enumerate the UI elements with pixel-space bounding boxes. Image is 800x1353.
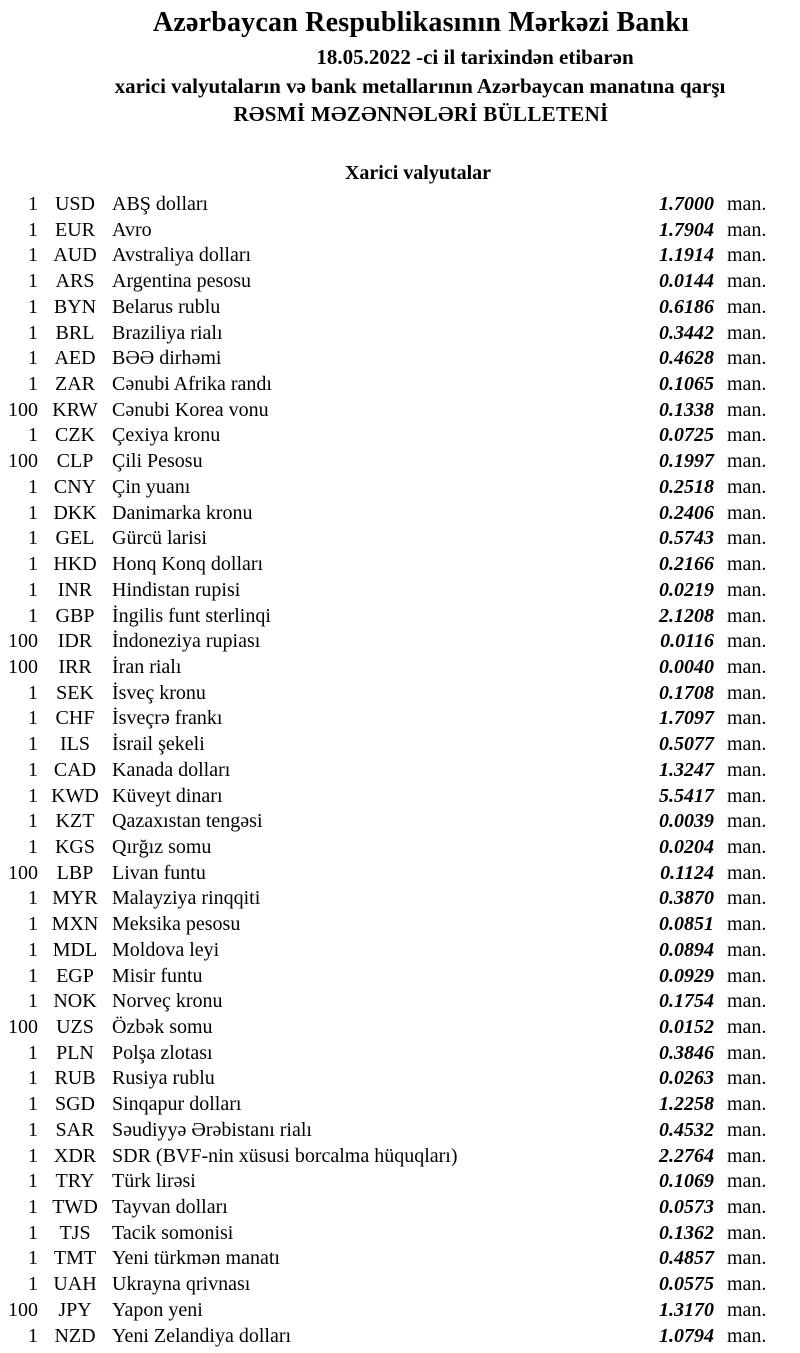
table-row	[0, 989, 770, 1015]
quantity-cell: 1	[28, 1041, 38, 1064]
unit-label-cell: man.	[727, 887, 767, 910]
rate-value-cell: 1.1914	[659, 244, 714, 267]
rate-value-cell: 0.4628	[659, 347, 714, 370]
quantity-cell: 100	[8, 655, 38, 678]
currency-code-cell: SEK	[56, 681, 94, 704]
unit-label-cell: man.	[727, 347, 767, 370]
unit-label-cell: man.	[727, 193, 767, 215]
quantity-cell: 1	[28, 553, 38, 576]
unit-label-cell: man.	[727, 681, 767, 704]
currency-code-cell: RUB	[54, 1067, 96, 1090]
currency-name-cell: İsveçrə frankı	[112, 707, 223, 730]
table-row	[0, 295, 770, 321]
rate-value-cell: 0.3442	[659, 321, 714, 344]
table-row	[0, 809, 770, 835]
quantity-cell: 100	[8, 398, 38, 421]
table-row	[0, 449, 770, 475]
currency-name-cell: Yeni türkmən manatı	[112, 1247, 280, 1270]
currency-name-cell: Gürcü larisi	[112, 527, 207, 550]
unit-label-cell: man.	[727, 450, 767, 473]
rate-value-cell: 0.1754	[659, 990, 714, 1013]
quantity-cell: 100	[8, 450, 38, 473]
table-row	[0, 1169, 770, 1195]
rate-value-cell: 0.0894	[659, 938, 714, 961]
quantity-cell: 1	[28, 501, 38, 524]
currency-name-cell: Ukrayna qrivnası	[112, 1273, 251, 1296]
unit-label-cell: man.	[727, 1196, 767, 1219]
quantity-cell: 1	[28, 1144, 38, 1167]
unit-label-cell: man.	[727, 553, 767, 576]
quantity-cell: 1	[28, 835, 38, 858]
rate-value-cell: 0.0144	[659, 270, 714, 293]
table-row	[0, 218, 770, 244]
currency-code-cell: KWD	[51, 784, 99, 807]
quantity-cell: 1	[28, 218, 38, 241]
rate-value-cell: 0.6186	[659, 295, 714, 318]
unit-label-cell: man.	[727, 424, 767, 447]
table-row	[0, 192, 770, 218]
table-row	[0, 578, 770, 604]
unit-label-cell: man.	[727, 913, 767, 936]
table-row	[0, 964, 770, 990]
currency-code-cell: PLN	[56, 1041, 94, 1064]
table-row	[0, 655, 770, 681]
rate-value-cell: 0.0116	[660, 630, 714, 653]
rate-value-cell: 0.3870	[659, 887, 714, 910]
table-row	[0, 372, 770, 398]
quantity-cell: 1	[28, 733, 38, 756]
currency-name-cell: Qazaxıstan tengəsi	[112, 810, 263, 833]
rate-value-cell: 0.2166	[659, 553, 714, 576]
currency-name-cell: Polşa zlotası	[112, 1041, 213, 1064]
currency-name-cell: Livan funtu	[112, 861, 206, 884]
rate-value-cell: 0.0152	[659, 1016, 714, 1038]
unit-label-cell: man.	[727, 707, 767, 730]
currency-code-cell: CHF	[55, 707, 95, 730]
rate-value-cell: 0.1069	[659, 1170, 714, 1193]
currency-name-cell: Belarus rublu	[112, 295, 221, 318]
currency-name-cell: Qırğız somu	[112, 835, 212, 858]
currency-code-cell: XDR	[53, 1144, 97, 1167]
currency-name-cell: Yapon yeni	[112, 1298, 203, 1321]
currency-code-cell: UAH	[53, 1273, 97, 1296]
quantity-cell: 1	[28, 810, 38, 833]
bulletin-subtitle: xarici valyutaların və bank metallarının Azərbaycan manatına qarşı	[114, 74, 726, 98]
rate-value-cell: 0.0575	[659, 1273, 714, 1296]
table-row	[0, 1041, 770, 1067]
unit-label-cell: man.	[727, 527, 767, 550]
unit-label-cell: man.	[727, 1247, 767, 1270]
table-row	[0, 1092, 770, 1118]
currency-code-cell: EGP	[56, 964, 94, 987]
rate-value-cell: 1.7904	[659, 218, 714, 241]
rate-value-cell: 0.1362	[659, 1221, 714, 1244]
currency-name-cell: Norveç kronu	[112, 990, 223, 1013]
unit-label-cell: man.	[727, 321, 767, 344]
quantity-cell: 100	[8, 861, 38, 884]
unit-label-cell: man.	[727, 218, 767, 241]
currency-name-cell: Honq Konq dolları	[112, 553, 264, 576]
quantity-cell: 1	[28, 758, 38, 781]
currency-code-cell: BYN	[53, 295, 97, 318]
rate-value-cell: 2.2764	[659, 1144, 714, 1167]
currency-code-cell: TRY	[55, 1170, 95, 1193]
rate-value-cell: 0.2518	[659, 475, 714, 498]
unit-label-cell: man.	[727, 1170, 767, 1193]
quantity-cell: 1	[28, 784, 38, 807]
table-row	[0, 886, 770, 912]
rate-value-cell: 0.1065	[659, 373, 714, 396]
quantity-cell: 100	[8, 630, 38, 653]
quantity-cell: 100	[8, 1016, 38, 1038]
currency-code-cell: NOK	[53, 990, 97, 1013]
table-row	[0, 629, 770, 655]
table-row	[0, 1118, 770, 1144]
table-row	[0, 346, 770, 372]
unit-label-cell: man.	[727, 938, 767, 961]
unit-label-cell: man.	[727, 1118, 767, 1141]
currency-name-cell: İran rialı	[112, 655, 182, 678]
currency-code-cell: CZK	[55, 424, 95, 447]
quantity-cell: 1	[28, 681, 38, 704]
unit-label-cell: man.	[727, 270, 767, 293]
unit-label-cell: man.	[727, 398, 767, 421]
currency-name-cell: Tacik somonisi	[112, 1221, 234, 1244]
rate-value-cell: 5.5417	[659, 784, 714, 807]
currency-code-cell: ILS	[60, 733, 90, 756]
table-row	[0, 1144, 770, 1170]
currency-name-cell: Cənubi Afrika randı	[112, 373, 272, 396]
currency-code-cell: CNY	[53, 475, 97, 498]
table-row	[0, 912, 770, 938]
rate-value-cell: 0.0263	[659, 1067, 714, 1090]
currency-name-cell: Çexiya kronu	[112, 424, 221, 447]
unit-label-cell: man.	[727, 475, 767, 498]
currency-code-cell: ARS	[55, 270, 95, 293]
currency-name-cell: Braziliya rialı	[112, 321, 223, 344]
rate-value-cell: 0.0040	[659, 655, 714, 678]
unit-label-cell: man.	[727, 758, 767, 781]
currency-code-cell: AUD	[53, 244, 97, 267]
currency-name-cell: Moldova leyi	[112, 938, 220, 961]
quantity-cell: 1	[28, 270, 38, 293]
currency-code-cell: IDR	[57, 630, 93, 653]
unit-label-cell: man.	[727, 1221, 767, 1244]
rate-value-cell: 1.3247	[659, 758, 714, 781]
rate-value-cell: 1.0794	[659, 1324, 714, 1347]
quantity-cell: 1	[28, 1170, 38, 1193]
currency-name-cell: Tayvan dolları	[112, 1196, 228, 1219]
table-row	[0, 732, 770, 758]
currency-name-cell: Türk lirəsi	[112, 1170, 196, 1193]
currency-code-cell: HKD	[53, 553, 97, 576]
quantity-cell: 1	[28, 990, 38, 1013]
currency-code-cell: KZT	[55, 810, 95, 833]
currency-name-cell: Avro	[112, 218, 152, 241]
currency-name-cell: Küveyt dinarı	[112, 784, 223, 807]
unit-label-cell: man.	[727, 835, 767, 858]
exchange-rates-table	[0, 192, 770, 1349]
quantity-cell: 1	[28, 1093, 38, 1116]
table-row	[0, 758, 770, 784]
quantity-cell: 1	[28, 707, 38, 730]
currency-code-cell: JPY	[58, 1298, 92, 1321]
unit-label-cell: man.	[727, 244, 767, 267]
currency-name-cell: Meksika pesosu	[112, 913, 241, 936]
table-row	[0, 938, 770, 964]
quantity-cell: 1	[28, 373, 38, 396]
rate-value-cell: 0.0219	[659, 578, 714, 601]
rate-value-cell: 0.0204	[659, 835, 714, 858]
rate-value-cell: 0.1708	[659, 681, 714, 704]
table-row	[0, 552, 770, 578]
rate-value-cell: 0.1997	[659, 450, 714, 473]
currency-code-cell: GEL	[55, 527, 95, 550]
table-row	[0, 1015, 770, 1041]
rate-value-cell: 0.4532	[659, 1118, 714, 1141]
currency-code-cell: MYR	[52, 887, 98, 910]
currency-code-cell: KGS	[54, 835, 95, 858]
rate-value-cell: 0.0573	[659, 1196, 714, 1219]
table-row	[0, 1272, 770, 1298]
quantity-cell: 1	[28, 475, 38, 498]
table-row	[0, 604, 770, 630]
table-row	[0, 1195, 770, 1221]
quantity-cell: 1	[28, 964, 38, 987]
rate-value-cell: 1.2258	[659, 1093, 714, 1116]
table-row	[0, 526, 770, 552]
currency-name-cell: Rusiya rublu	[112, 1067, 215, 1090]
table-row	[0, 269, 770, 295]
table-row	[0, 1246, 770, 1272]
currency-name-cell: ABŞ dolları	[112, 193, 209, 215]
quantity-cell: 1	[28, 578, 38, 601]
rate-value-cell: 0.5743	[659, 527, 714, 550]
unit-label-cell: man.	[727, 604, 767, 627]
rate-value-cell: 1.3170	[659, 1298, 714, 1321]
currency-name-cell: Argentina pesosu	[112, 270, 252, 293]
unit-label-cell: man.	[727, 373, 767, 396]
unit-label-cell: man.	[727, 1041, 767, 1064]
currency-code-cell: MXN	[51, 913, 99, 936]
currency-name-cell: İsrail şekeli	[112, 733, 205, 756]
unit-label-cell: man.	[727, 1144, 767, 1167]
quantity-cell: 1	[28, 604, 38, 627]
table-row	[0, 501, 770, 527]
currency-name-cell: Kanada dolları	[112, 758, 231, 781]
currency-name-cell: BƏƏ dirhəmi	[112, 347, 222, 370]
unit-label-cell: man.	[727, 501, 767, 524]
quantity-cell: 1	[28, 321, 38, 344]
unit-label-cell: man.	[727, 655, 767, 678]
quantity-cell: 1	[28, 295, 38, 318]
unit-label-cell: man.	[727, 1273, 767, 1296]
currency-code-cell: BRL	[55, 321, 95, 344]
currency-name-cell: Hindistan rupisi	[112, 578, 241, 601]
rate-value-cell: 0.0929	[659, 964, 714, 987]
quantity-cell: 1	[28, 938, 38, 961]
unit-label-cell: man.	[727, 990, 767, 1013]
quantity-cell: 1	[28, 1067, 38, 1090]
bulletin-title: RƏSMİ MƏZƏNNƏLƏRİ BÜLLETENİ	[233, 102, 609, 126]
rate-value-cell: 0.0039	[659, 810, 714, 833]
unit-label-cell: man.	[727, 295, 767, 318]
currency-name-cell: Cənubi Korea vonu	[112, 398, 269, 421]
unit-label-cell: man.	[727, 1298, 767, 1321]
table-row	[0, 1221, 770, 1247]
unit-label-cell: man.	[727, 964, 767, 987]
quantity-cell: 1	[28, 424, 38, 447]
table-row	[0, 784, 770, 810]
currency-code-cell: IRR	[58, 655, 92, 678]
unit-label-cell: man.	[727, 578, 767, 601]
table-row	[0, 681, 770, 707]
currency-name-cell: SDR (BVF-nin xüsusi borcalma hüquqları)	[112, 1144, 458, 1167]
unit-label-cell: man.	[727, 810, 767, 833]
quantity-cell: 1	[28, 913, 38, 936]
quantity-cell: 1	[28, 193, 38, 215]
currency-code-cell: KRW	[52, 398, 98, 421]
table-row	[0, 398, 770, 424]
unit-label-cell: man.	[727, 1016, 767, 1038]
unit-label-cell: man.	[727, 733, 767, 756]
rate-value-cell: 0.1338	[659, 398, 714, 421]
currency-code-cell: UZS	[56, 1016, 94, 1038]
currency-code-cell: TJS	[59, 1221, 91, 1244]
table-row	[0, 835, 770, 861]
currency-name-cell: Avstraliya dolları	[112, 244, 252, 267]
currency-code-cell: ZAR	[55, 373, 95, 396]
currency-code-cell: USD	[54, 193, 95, 215]
currency-name-cell: Yeni Zelandiya dolları	[112, 1324, 292, 1347]
table-row	[0, 321, 770, 347]
currency-code-cell: TWD	[52, 1196, 98, 1219]
rate-value-cell: 0.5077	[659, 733, 714, 756]
currency-name-cell: İndoneziya rupiası	[112, 630, 261, 653]
currency-name-cell: Danimarka kronu	[112, 501, 253, 524]
currency-name-cell: Çin yuanı	[112, 475, 191, 498]
unit-label-cell: man.	[727, 784, 767, 807]
table-row	[0, 1298, 770, 1324]
currency-code-cell: EUR	[55, 218, 95, 241]
currency-code-cell: GBP	[55, 604, 95, 627]
currency-code-cell: CLP	[56, 450, 94, 473]
table-row	[0, 423, 770, 449]
quantity-cell: 1	[28, 1118, 38, 1141]
unit-label-cell: man.	[727, 630, 767, 653]
rate-value-cell: 0.0851	[659, 913, 714, 936]
currency-code-cell: LBP	[56, 861, 94, 884]
currency-name-cell: Özbək somu	[112, 1016, 213, 1038]
quantity-cell: 1	[28, 1247, 38, 1270]
rate-value-cell: 0.0725	[659, 424, 714, 447]
currency-name-cell: Səudiyyə Ərəbistanı rialı	[112, 1118, 312, 1141]
unit-label-cell: man.	[727, 1067, 767, 1090]
rate-value-cell: 1.7097	[659, 707, 714, 730]
quantity-cell: 1	[28, 1273, 38, 1296]
currency-code-cell: CAD	[53, 758, 97, 781]
unit-label-cell: man.	[727, 861, 767, 884]
effective-date-line: 18.05.2022 -ci il tarixindən etibarən	[316, 45, 634, 69]
currency-code-cell: AED	[54, 347, 96, 370]
quantity-cell: 100	[8, 1298, 38, 1321]
currency-code-cell: SAR	[55, 1118, 95, 1141]
currency-name-cell: Misir funtu	[112, 964, 203, 987]
rate-value-cell: 0.3846	[659, 1041, 714, 1064]
currency-code-cell: INR	[57, 578, 93, 601]
currency-code-cell: MDL	[52, 938, 98, 961]
table-row	[0, 243, 770, 269]
table-row	[0, 706, 770, 732]
unit-label-cell: man.	[727, 1093, 767, 1116]
currency-name-cell: Sinqapur dolları	[112, 1093, 242, 1116]
rate-value-cell: 0.4857	[659, 1247, 714, 1270]
rate-value-cell: 2.1208	[659, 604, 714, 627]
quantity-cell: 1	[28, 887, 38, 910]
quantity-cell: 1	[28, 1221, 38, 1244]
currency-code-cell: DKK	[53, 501, 97, 524]
currency-name-cell: Çili Pesosu	[112, 450, 203, 473]
bank-name-title: Azərbaycan Respublikasının Mərkəzi Bankı	[152, 7, 690, 38]
currency-code-cell: SGD	[54, 1093, 95, 1116]
currency-code-cell: NZD	[54, 1324, 96, 1347]
table-row	[0, 1324, 770, 1350]
rate-value-cell: 0.2406	[659, 501, 714, 524]
currency-code-cell: TMT	[53, 1247, 97, 1270]
quantity-cell: 1	[28, 1324, 38, 1347]
rate-value-cell: 0.1124	[660, 861, 714, 884]
unit-label-cell: man.	[727, 1324, 767, 1347]
currency-name-cell: İsveç kronu	[112, 681, 206, 704]
rate-value-cell: 1.7000	[659, 193, 714, 215]
quantity-cell: 1	[28, 347, 38, 370]
quantity-cell: 1	[28, 527, 38, 550]
quantity-cell: 1	[28, 1196, 38, 1219]
section-title-foreign-currencies: Xarici valyutalar	[344, 162, 492, 184]
table-row	[0, 475, 770, 501]
currency-name-cell: İngilis funt sterlinqi	[112, 604, 271, 627]
table-row	[0, 861, 770, 887]
table-row	[0, 1066, 770, 1092]
currency-name-cell: Malayziya rinqqiti	[112, 887, 261, 910]
quantity-cell: 1	[28, 244, 38, 267]
